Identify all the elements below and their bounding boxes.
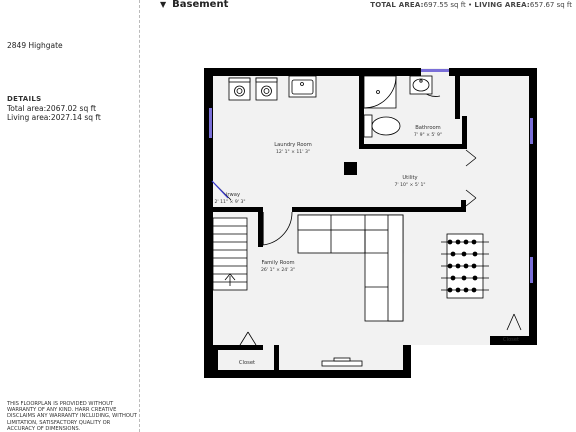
living-area-value: 657.67 sq ft [529, 1, 572, 9]
family-room-label: Family Room [261, 260, 295, 266]
laundry-room-label: Laundry Room [274, 142, 312, 148]
triangle-down-icon: ▼ [160, 0, 167, 9]
laundry-room-dims: 12' 1" × 11' 3" [276, 150, 310, 155]
staircase [213, 218, 247, 290]
utility-dims: 7' 10" × 5' 1" [394, 183, 426, 188]
family-room-dims: 26' 1" × 24' 3" [261, 268, 295, 273]
closet-right-label: Closet [502, 337, 520, 343]
utility-label: Utility [402, 175, 418, 181]
closet-left-label: Closet [238, 360, 256, 366]
total-area-label: TOTAL AREA: [370, 1, 424, 9]
shower-stall [364, 76, 396, 108]
foosball-table [441, 234, 489, 298]
property-address: 2849 Highgate [7, 41, 63, 50]
stairway-dims: 2' 11" × 9' 3" [214, 200, 246, 205]
stairway-label: irway [225, 192, 241, 198]
utility-sink [289, 76, 316, 97]
floor-name: Basement [172, 0, 229, 10]
living-area-text: Living area:2027.14 sq ft [7, 113, 101, 122]
disclaimer-text: THIS FLOORPLAN IS PROVIDED WITHOUT WARRANTY OF ANY KIND. HARR CREATIVE DISCLAIMS ANY WARRANTY INCLUDING, WITHOUT LIMITATION, SATISFACTORY QUALITY OR ACCURACY OF DIMENSIONS. [7, 401, 137, 432]
separator: • [468, 1, 473, 9]
living-area-label: LIVING AREA: [474, 1, 530, 9]
bathroom-dims: 7' 9" × 5' 9" [413, 133, 443, 138]
total-area-text: Total area:2067.02 sq ft [7, 104, 97, 113]
details-heading: DETAILS [7, 95, 42, 103]
bathroom-sink [410, 76, 432, 94]
bathroom-label: Bathroom [415, 125, 441, 131]
total-area-value: 697.55 sq ft [423, 1, 466, 9]
